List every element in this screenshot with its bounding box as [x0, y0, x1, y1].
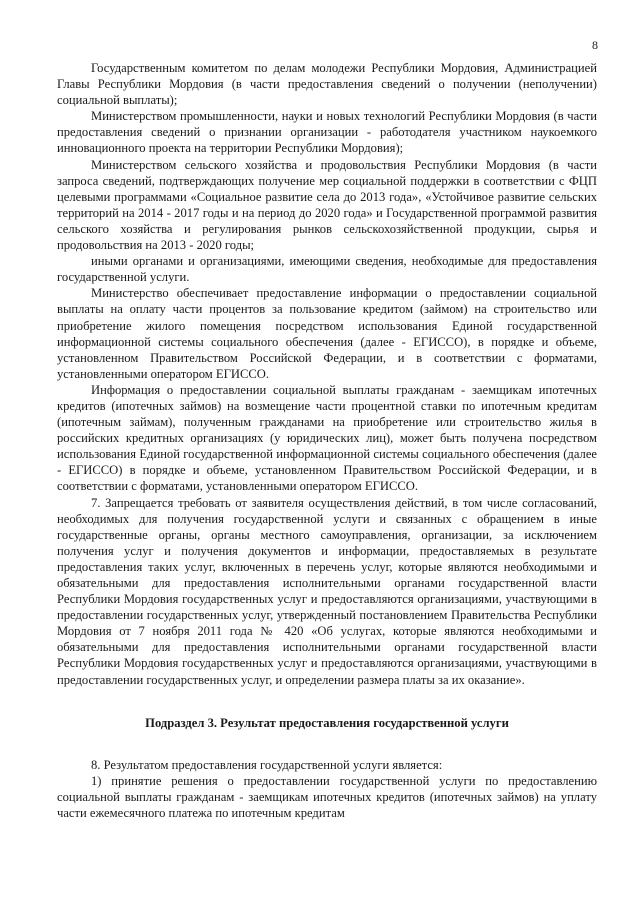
paragraph-other-bodies: иными органами и организациями, имеющими сведения, необходимые для предоставления государственной услуги.	[57, 254, 597, 285]
paragraph-egisso-information: Информация о предоставлении социальной выплаты гражданам - заемщикам ипотечных кредитов (ипотечных займов) на возмещение части процентной ставки по ипотечным кредитам (ипотечным займам), полученным гражданами на приобретение или строительство жилья в российских кредитных организациях (у юридических лиц), может быть получена посредством использования Единой государственной информационной системы социального обеспечения (далее - ЕГИССО) в порядке и объеме, установленном Правительством Российской Федерации, и в соответствии с форматами, установленными оператором ЕГИССО.	[57, 382, 597, 494]
paragraph-egisso-ministry: Министерство обеспечивает предоставление информации о предоставлении социальной выплаты на оплату части процентов за пользование кредитом (займом) на строительство или приобретение жилого помещения посредством использования Единой государственной информационной системы социального обеспечения (далее - ЕГИССО), в порядке и объеме, установленном Правительством Российской Федерации, и в соответствии с форматами, установленными оператором ЕГИССО.	[57, 286, 597, 381]
paragraph-clause-8: 8. Результатом предоставления государственной услуги является:	[91, 757, 443, 772]
paragraph-committee-youth: Государственным комитетом по делам молодежи Республики Мордовия, Администрацией Главы Республики Мордовия (в части предоставления сведений о получении (неполучении) социальной выплаты);	[57, 61, 597, 108]
page-number: 8	[592, 38, 598, 52]
paragraph-clause-8-item-1: 1) принятие решения о предоставлении государственной услуги по предоставлению социальной выплаты гражданам - заемщикам ипотечных кредитов (ипотечных займов) на уплату части ежемесячного платежа по ипотечным кредитам	[57, 773, 597, 821]
section-heading: Подраздел 3. Результат предоставления государственной услуги	[145, 715, 509, 730]
document-body	[57, 60, 597, 821]
paragraph-ministry-industry: Министерством промышленности, науки и новых технологий Республики Мордовия (в части предоставления сведений о признании организации - работодателя участником наукоемкого инновационного проекта на территории Республики Мордовия);	[57, 109, 597, 156]
paragraph-ministry-agriculture: Министерством сельского хозяйства и продовольствия Республики Мордовия (в части запроса сведений, подтверждающих получение мер социальной поддержки в соответствии с ФЦП целевыми программами «Социальное развитие села до 2013 года», «Устойчивое развитие сельских территорий на 2014 - 2017 годы и на период до 2020 года» и Государственной программой развития сельского хозяйства и регулирования рынков сельскохозяйственной продукции, сырья и продовольствия на 2013 - 2020 годы;	[57, 157, 597, 253]
paragraph-clause-7: 7. Запрещается требовать от заявителя осуществления действий, в том числе согласований, необходимых для получения государственной услуги и связанных с обращением в иные государственные органы, органы местного самоуправления, организации, за исключением получения услуг и получения документов и информации, предоставляемых в результате предоставления таких услуг, включенных в перечень услуг, которые являются необходимыми и обязательными для предоставления исполнительными органами государственной власти Республики Мордовия государственных услуг и предоставляются организациями, участвующими в предоставлении государственных услуг, утвержденный постановлением Правительства Республики Мордовия от 7 ноября 2011 года № 420 «Об услугах, которые являются необходимыми и обязательными для предоставления исполнительными органами государственной власти Республики Мордовия государственных услуг и предоставляются организациями, участвующими в предоставлении государственных услуг, и определении размера платы за их оказание».	[57, 495, 597, 687]
